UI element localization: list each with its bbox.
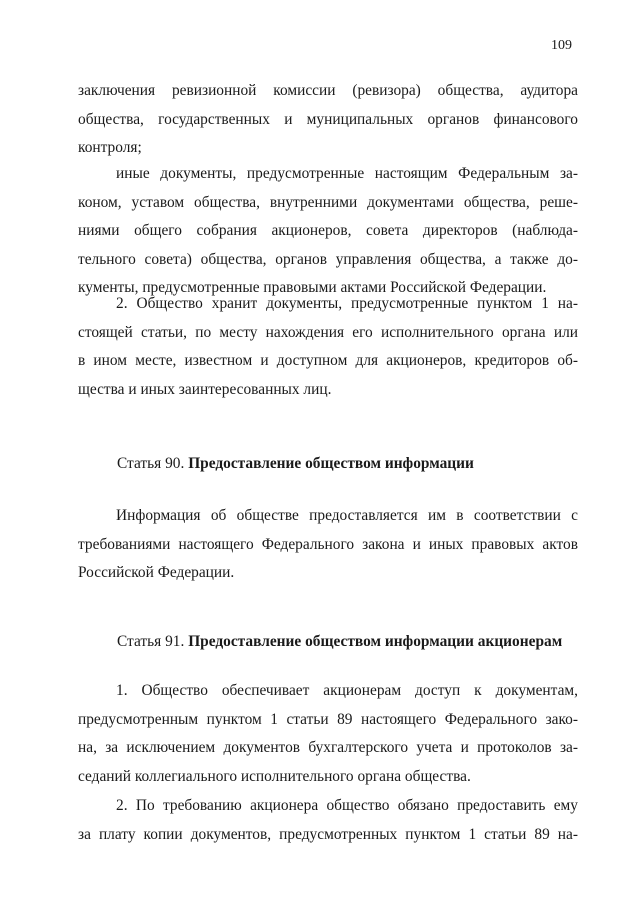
text-line: иные документы, предусмотренные настоящим Федеральным за- <box>116 165 578 182</box>
paragraph-shareholder-access <box>78 677 578 791</box>
article-91-heading <box>117 628 597 656</box>
article-title: Предоставление обществом информации <box>188 455 474 472</box>
paragraph-storage-of-documents <box>78 290 578 404</box>
text-line: требованиями настоящего Федерального закона и иных правовых актов <box>78 535 578 553</box>
text-line: седаний коллегиального исполнительного органа общества. <box>78 767 471 785</box>
text-line: 2. Общество хранит документы, предусмотренные пунктом 1 на- <box>116 295 578 312</box>
text-line: стоящей статьи, по месту нахождения его исполнительного органа или <box>78 323 578 341</box>
text-line: тельного совета) общества, органов управления общества, а также до- <box>78 250 578 268</box>
article-label: Статья 90. <box>117 455 185 472</box>
text-line: за плату копии документов, предусмотренных пунктом 1 статьи 89 на- <box>78 825 578 843</box>
text-line: коном, уставом общества, внутренними документами общества, реше- <box>78 193 578 211</box>
text-line: на, за исключением документов бухгалтерского учета и протоколов за- <box>78 739 578 756</box>
text-line: предусмотренным пунктом 1 статьи 89 настоящего Федерального зако- <box>78 710 578 728</box>
text-line: 1. Общество обеспечивает акционерам доступ к документам, <box>116 682 578 699</box>
text-line: Российской Федерации. <box>78 564 235 581</box>
text-line: кументы, предусмотренные правовыми актами Российской Федерации. <box>78 279 547 296</box>
article-label: Статья 91. <box>117 633 185 650</box>
page-number: 109 <box>551 38 572 53</box>
article-title: Предоставление обществом информации акционерам <box>188 633 563 650</box>
article-90-heading <box>117 450 597 478</box>
text-line: контроля; <box>78 139 142 156</box>
paragraph-document-copies <box>78 792 578 849</box>
text-line: 2. По требованию акционера общество обязано предоставить ему <box>116 797 578 814</box>
text-line: ниями общего собрания акционеров, совета директоров (наблюда- <box>78 222 578 239</box>
text-line: щества и иных заинтересованных лиц. <box>78 380 332 398</box>
paragraph-audit-conclusions <box>78 77 578 163</box>
text-line: общества, государственных и муниципальных органов финансового <box>78 110 578 128</box>
text-line: заключения ревизионной комиссии (ревизора) общества, аудитора <box>78 82 578 99</box>
paragraph-information-provision <box>78 502 578 588</box>
paragraph-other-documents <box>78 160 578 303</box>
text-line: Информация об обществе предоставляется им в соответствии с <box>116 507 578 524</box>
text-line: в ином месте, известном и доступном для акционеров, кредиторов об- <box>78 352 578 369</box>
